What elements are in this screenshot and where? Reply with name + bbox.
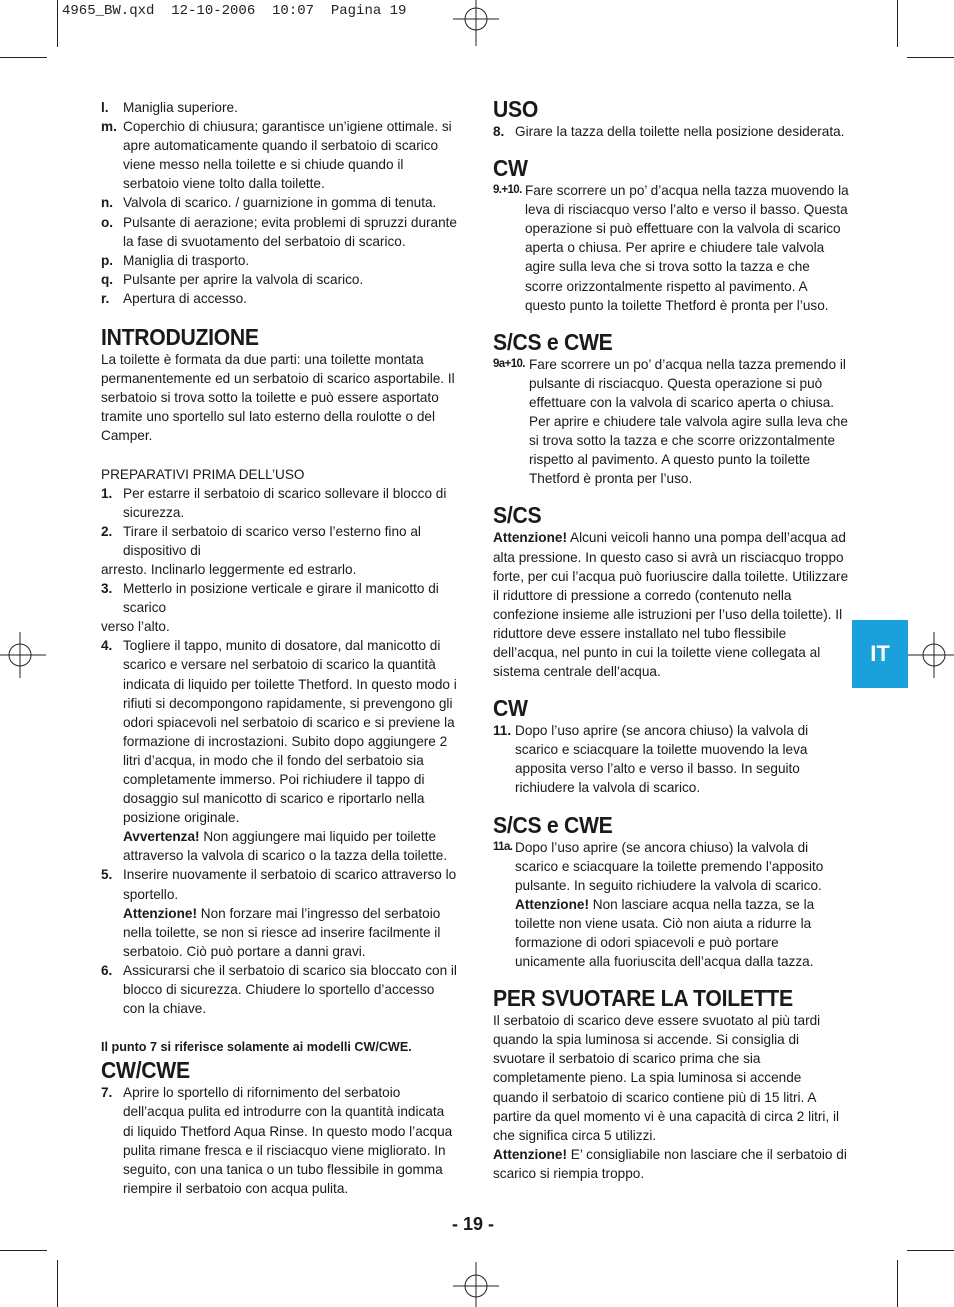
empty-warning: Attenzione! E’ consigliabile non lasciare che il serbatoio di scarico si riempia troppo. [493,1146,847,1181]
crop-mark [57,0,58,47]
section-title-cw: CW [493,155,528,182]
crop-mark [897,0,898,47]
step-3-continued: verso l’alto. [101,619,170,635]
section-title-scs-cwe: S/CS e CWE [493,328,613,355]
registration-mark [453,0,499,46]
warning-label: Attenzione! [123,905,198,921]
page-number: - 19 - [452,1214,495,1234]
step-3: 3. Metterlo in posizione verticale e girare il manicotto di scarico [101,581,439,616]
step-7: 7. Aprire lo sportello di rifornimento del serbatoio dell’acqua pulita ed introdurre con la quantità indicata di liquido Thetford Aqua Rinse. In questo modo l’acqua pulita rimane fresca e il risciacquo viene migliorato. In seguito, con una tanica o un tubo flessibile in gomma riempire il serbatoio con acqua pulita. [101,1085,453,1196]
section-title-scs-cwe-2: S/CS e CWE [493,811,613,838]
registration-mark [0,632,46,678]
crop-mark [907,1250,954,1251]
warning-label: Avvertenza! [123,829,200,845]
list-item: n. Valvola di scarico. / guarnizione in gomma di tenuta. [101,195,437,211]
step-11: 11. Dopo l’uso aprire (se ancora chiuso) la valvola di scarico e sciacquare la toilette muovendo la leva apposita verso l’alto e verso il basso. In seguito richiudere la valvola di scarico. [493,723,809,796]
note-step-7: Il punto 7 si riferisce solamente ai modelli CW/CWE. [101,1040,412,1055]
language-tab: IT [852,620,908,688]
step-4: 4. Togliere il tappo, munito di dosatore, dal manicotto di scarico e versare nel serbatoio di scarico la quantità indicata di liquido per toilette Thetford. In questo modo i rifiuti si decompongono rapidamente, si prevengono gli odori spiacevoli nel serbatoio di scarico e si previene la formazione di incrostazioni. Subito dopo aggiungere 2 litri d’acqua, in modo che il fondo del serbatoio sia completamente immerso. Poi richiudere il tappo di dosaggio sul manicotto di scarico e riportarlo nella posizione originale. Avvertenza! Non aggiungere mai liquido per toilette attraverso la valvola di scarico o la tazza della toilette. [101,638,457,864]
left-column [101,98,457,1198]
step-6: 6. Assicurarsi che il serbatoio di scarico sia bloccato con il blocco di sicurezza. Chiudere lo sportello d’accesso con la chiave. [101,962,457,1017]
section-title-cw-cwe: CW/CWE [101,1057,190,1084]
step-2-continued: arresto. Inclinarlo leggermente ed estrarlo. [101,561,357,577]
section-title-scs: S/CS [493,502,542,529]
crop-mark [907,57,954,58]
right-column [493,96,849,1183]
step-1: 1. Per estarre il serbatoio di scarico sollevare il blocco di sicurezza. [101,485,447,520]
crop-mark [897,1260,898,1307]
list-item: q. Pulsante per aprire la valvola di scarico. [101,271,364,287]
step-9-10: 9.+10. Fare scorrere un po’ d’acqua nella tazza muovendo la leva di risciacquo verso l’alto e verso il basso. Questa operazione si può effettuare con la valvola di scarico aperta o chiusa. Per aprire e chiudere tale valvola agire sulla leva che si trova sotto la tazza e che scorre orizzontalmente rispetto al pavimento. A questo punto la toilette Thetford è pronta per l’uso. [493,183,849,313]
parts-list [101,98,457,308]
list-item: o. Pulsante di aerazione; evita problemi di spruzzi durante la fase di svuotamento del serbatoio di scarico. [101,214,457,249]
step-5: 5. Inserire nuovamente il serbatoio di scarico attraverso lo sportello. Attenzione! Non forzare mai l’ingresso del serbatoio nella toilette, se non si riesce ad inserire facilmente il serbatoio. Ciò può portare a danni gravi. [101,867,457,959]
list-item: p. Maniglia di trasporto. [101,252,250,268]
print-header: 4965_BW.qxd 12-10-2006 10:07 Pagina 19 [62,3,407,19]
step-9a-10: 9a+10. Fare scorrere un po’ d’acqua nella tazza premendo il pulsante di risciacquo. Questa operazione si può effettuare con la valvola di scarico aperta o chiusa. Per aprire e chiudere tale valvola agire sulla leva che si trova sotto la tazza e che scorre orizzontalmente rispetto al pavimento. A questo punto la toilette Thetford è pronta per l’uso. [493,356,848,487]
section-title-introduzione: INTRODUZIONE [101,324,259,351]
list-item: r. Apertura di accesso. [101,290,247,306]
crop-mark [0,1250,47,1251]
section-title-svuotare: PER SVUOTARE LA TOILETTE [493,985,793,1012]
step-2: 2. Tirare il serbatoio di scarico verso l’esterno fino al dispositivo di [101,523,421,558]
list-item: l. Maniglia superiore. [101,100,238,115]
scs-warning: Attenzione! Alcuni veicoli hanno una pompa dell’acqua ad alta pressione. In questo caso si avrà un risciacquo troppo forte, per cui l’acqua può fuoriuscire dalla toilette. Utilizzare il riduttore di pressione a corredo (contenuto nella confezione insieme alle istruzioni per l’uso della toilette). Il riduttore deve essere installato nel tubo flessibile dell’acqua, nel punto in cui la toilette viene collegata al sistema centrale dell’acqua. [493,530,849,680]
intro-text: La toilette è formata da due parti: una toilette montata permanentemente ed un serbatoio di scarico asportabile. Il serbatoio si trova sotto la toilette e può essere asportato tramite uno sportello sul lato esterno della roulotte o del Camper. [101,352,455,444]
step-8: 8. Girare la tazza della toilette nella posizione desiderata. [493,124,845,139]
empty-text: Il serbatoio di scarico deve essere svuotato al più tardi quando la spia luminosa si accende. Si consiglia di svuotare il serbatoio di scarico prima che sia completamente pieno. La spia luminosa si accende quando il serbatoio di scarico contiene più di 15 litri. A partire da quel momento vi è una capacità di circa 2 litri, il che significa circa 5 utilizzi. [493,1013,840,1143]
crop-mark [0,57,47,58]
list-item: m. Coperchio di chiusura; garantisce un’igiene ottimale. si apre automaticamente quando il serbatoio di scarico viene messo nella toilette e si chiude quando il serbatoio viene tolto dalla toilette. [101,119,452,192]
registration-mark [908,632,954,678]
crop-mark [57,1260,58,1307]
registration-mark [453,1262,499,1307]
step-11a: 11a. Dopo l’uso aprire (se ancora chiuso) la valvola di scarico e sciacquare la toilette premendo l’apposito pulsante. In seguito richiudere la valvola di scarico. Attenzione! Non lasciare acqua nella tazza, se la toilette non viene usata. Ciò non aiuta a ridurre la formazione di odori spiacevoli e può portare unicamente alla fuoriuscita dell’acqua dalla tazza. [493,839,824,970]
section-title-uso: USO [493,96,539,122]
prep-title: PREPARATIVI PRIMA DELL’USO [101,466,305,482]
section-title-cw-2: CW [493,695,528,722]
